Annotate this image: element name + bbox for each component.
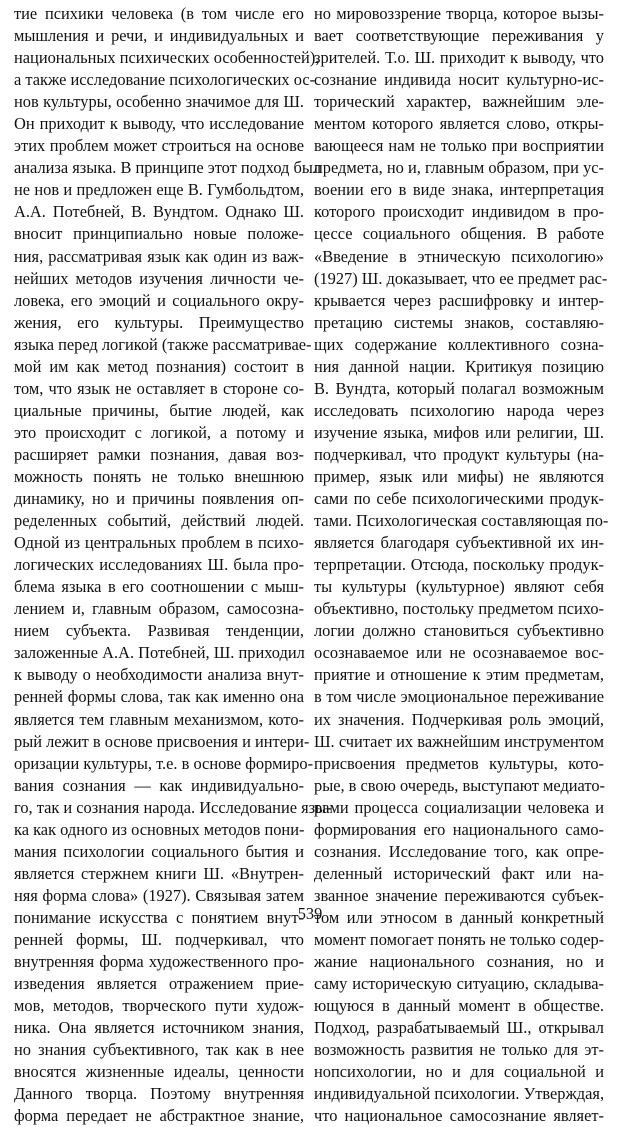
text-line: В. Вундта, который полагал возможным [314,378,604,398]
text-line: расширяет рамки познания, давая воз- [14,444,304,464]
text-line: няя форма слова» (1927). Связывая затем [14,885,304,905]
text-line: исследовать психологию народа через [314,400,604,420]
text-line: является благодаря субъективной их ин- [314,533,604,553]
text-line: анализа языка. В принципе этот подход был [14,158,322,178]
text-line: ментом которого является слово, откры- [314,114,604,134]
text-line: вания сознания — как индивидуально- [14,775,304,795]
text-line: том, что язык не оставляет в стороне со- [14,378,304,398]
text-line: к выводу о необходимости анализа внут- [14,665,304,685]
text-line: ловека, его эмоций и социального окру- [14,290,304,310]
text-line: том или этносом в данный конкретный [314,907,604,927]
text-line: объективно, постольку предметом психо- [314,599,604,619]
text-line: индивидуальной психологии. Утверждая, [314,1084,605,1104]
text-line: предмета, но и, главным образом, при ус- [314,158,604,178]
text-line: блема языка в его соотношении с мыш- [14,577,304,597]
text-line: национальных психических особенностей), [14,48,320,68]
text-line: их значения. Подчеркивая роль эмоций, [314,709,604,729]
text-line: присвоения предметов культуры, кото- [314,753,604,773]
text-line: заложенные А.А. Потебней, Ш. приходил [14,643,305,663]
text-line: щих содержание коллективного созна- [314,334,604,354]
text-line: цессе социального общения. В работе [314,224,604,244]
text-line: нов культуры, особенно значимое для Ш. [14,92,304,112]
text-line: момент помогает понять не только содер- [314,929,605,949]
text-line: (1927) Ш. доказывает, что ее предмет рас- [314,268,608,288]
text-line: внутренняя форма художественного про- [14,952,304,972]
text-line: понимание искусства с понятием внут- [14,907,304,927]
text-line: нопсихологии, но и для социальной и [314,1062,604,1082]
text-line: пример, язык или мифы) не являются [314,466,604,486]
text-line: но знания субъективного, так как в нее [14,1040,304,1060]
text-line: изведения является отражением прие- [14,974,304,994]
text-line: можность понять не только внешнюю [14,466,304,486]
text-line: ния данной нации. Критикуя позицию [314,356,604,376]
text-line: Подход, разрабатываемый Ш., открывал [314,1018,604,1038]
text-line: тами. Психологическая составляющая по- [314,511,609,531]
text-line: ния, рассматривая язык как один из важ- [14,246,304,266]
text-line: изучение языка, мифов или религии, Ш. [314,422,604,442]
text-line: терпретации. Отсюда, поскольку продук- [314,555,604,575]
text-line: вает соответствующие переживания у [314,26,604,46]
text-line: Одной из центральных проблем в психо- [14,533,304,553]
text-line: деленный исторический факт или на- [314,863,604,883]
text-line: это происходит с логикой, а потому и [14,422,304,442]
text-line: оризации культуры, т.е. в основе формиро- [14,753,314,773]
text-column-right [314,3,609,1127]
text-line: логических исследованиях Ш. была про- [14,555,304,575]
text-line: Данного творца. Поэтому внутренняя [14,1084,304,1104]
text-line: мой им как метод познания) состоит в [14,356,304,376]
text-line: «Введение в этническую психологию» [314,246,604,266]
text-line: воении его в виде знака, интерпретация [314,180,604,200]
text-line: саму историческую ситуацию, складыва- [314,974,604,994]
text-line: тие психики человека (в том числе его [14,4,304,23]
text-line: зрителей. Т.о. Ш. приходит к выводу, что [314,48,604,68]
text-line: но мировоззрение творца, которое вызы- [314,4,604,23]
text-line: сознания. Исследование того, как опре- [314,841,604,861]
text-line: рый лежит в основе присвоения и интери- [14,731,310,751]
text-line: а также исследование психологических ос- [14,70,316,90]
text-line: А.А. Потебней, В. Вундтом. Однако Ш. [14,202,304,222]
text-line: не нов и предложен еще В. Гумбольдтом, [14,180,304,200]
text-line: вносит принципиально новые положе- [14,224,304,244]
text-line: приятие и отношение к этим предметам, [314,665,604,685]
text-line: нием субъекта. Развивая тенденции, [14,621,304,641]
text-line: в том числе эмоциональное переживание [314,687,604,707]
text-line: ренней формы слова, так как именно она [14,687,304,707]
text-line: крывается через расшифровку и интер- [314,290,604,310]
text-line: рые, в свою очередь, выступают медиато- [314,775,606,795]
text-line: ка как одного из основных методов пони- [14,819,305,839]
text-line: Он приходит к выводу, что исследование [14,114,304,134]
text-line: лением и, главным образом, самосозна- [14,599,304,619]
text-line: рами процесса социализации человека и [314,797,604,817]
text-line: претацию системы знаков, составляю- [314,312,604,332]
text-line: го, так и сознания народа. Исследование язы- [14,797,332,817]
page-number: 539 [297,904,323,923]
text-line: жения, его культуры. Преимущество [14,312,304,332]
text-line: нейших методов изучения личности че- [14,268,304,288]
text-line: мов, методов, творческого пути худож- [14,996,304,1016]
text-line: циальные причины, бытие людей, как [14,400,304,420]
text-line: подчеркивал, что продукт культуры (на- [314,444,604,464]
text-line: ренней формы, Ш. подчеркивал, что [14,929,304,949]
text-line: званное значение переживаются субъек- [314,885,604,905]
text-line: ющуюся в данный момент в обществе. [314,996,604,1016]
text-line: этих проблем может строиться на основе [14,136,304,156]
text-line: Ш. считает их важнейшим инструментом [314,731,604,751]
text-line: вающееся нам не только при восприятии [314,136,604,156]
text-line: является тем главным механизмом, кото- [14,709,304,729]
text-line: возможность развития не только для эт- [314,1040,604,1060]
text-line: что национальное самосознание являет- [314,1106,604,1126]
text-line: сами по себе психологическими продук- [314,489,604,509]
text-line: ределенных событий, действий людей. [14,511,304,531]
text-line: мания психологии социального бытия и [14,841,304,861]
text-line: жание национального сознания, но и [314,952,604,972]
text-line: является стержнем книги Ш. «Внутрен- [14,863,304,883]
text-line: сознание индивида носит культурно-ис- [314,70,604,90]
text-line: ника. Она является источником знания, [14,1018,304,1038]
text-line: динамику, но и причины появления оп- [14,489,304,509]
text-line: ты культуры (культурное) являют себя [314,577,604,597]
text-line: форма передает не абстрактное знание, [14,1106,304,1126]
text-line: логии должно становиться субъективно [314,621,604,641]
text-line: мышления и речи, и индивидуальных и [14,26,304,46]
text-line: формирования его национального само- [314,819,604,839]
text-line: вносятся жизненные идеалы, ценности [14,1062,304,1082]
text-line: торический характер, важнейшим эле- [314,92,604,112]
text-line: которого происходит индивидом в про- [314,202,604,222]
text-line: языка перед логикой (также рассматривае- [14,334,312,354]
text-line: осознаваемое или не осознаваемое вос- [314,643,604,663]
